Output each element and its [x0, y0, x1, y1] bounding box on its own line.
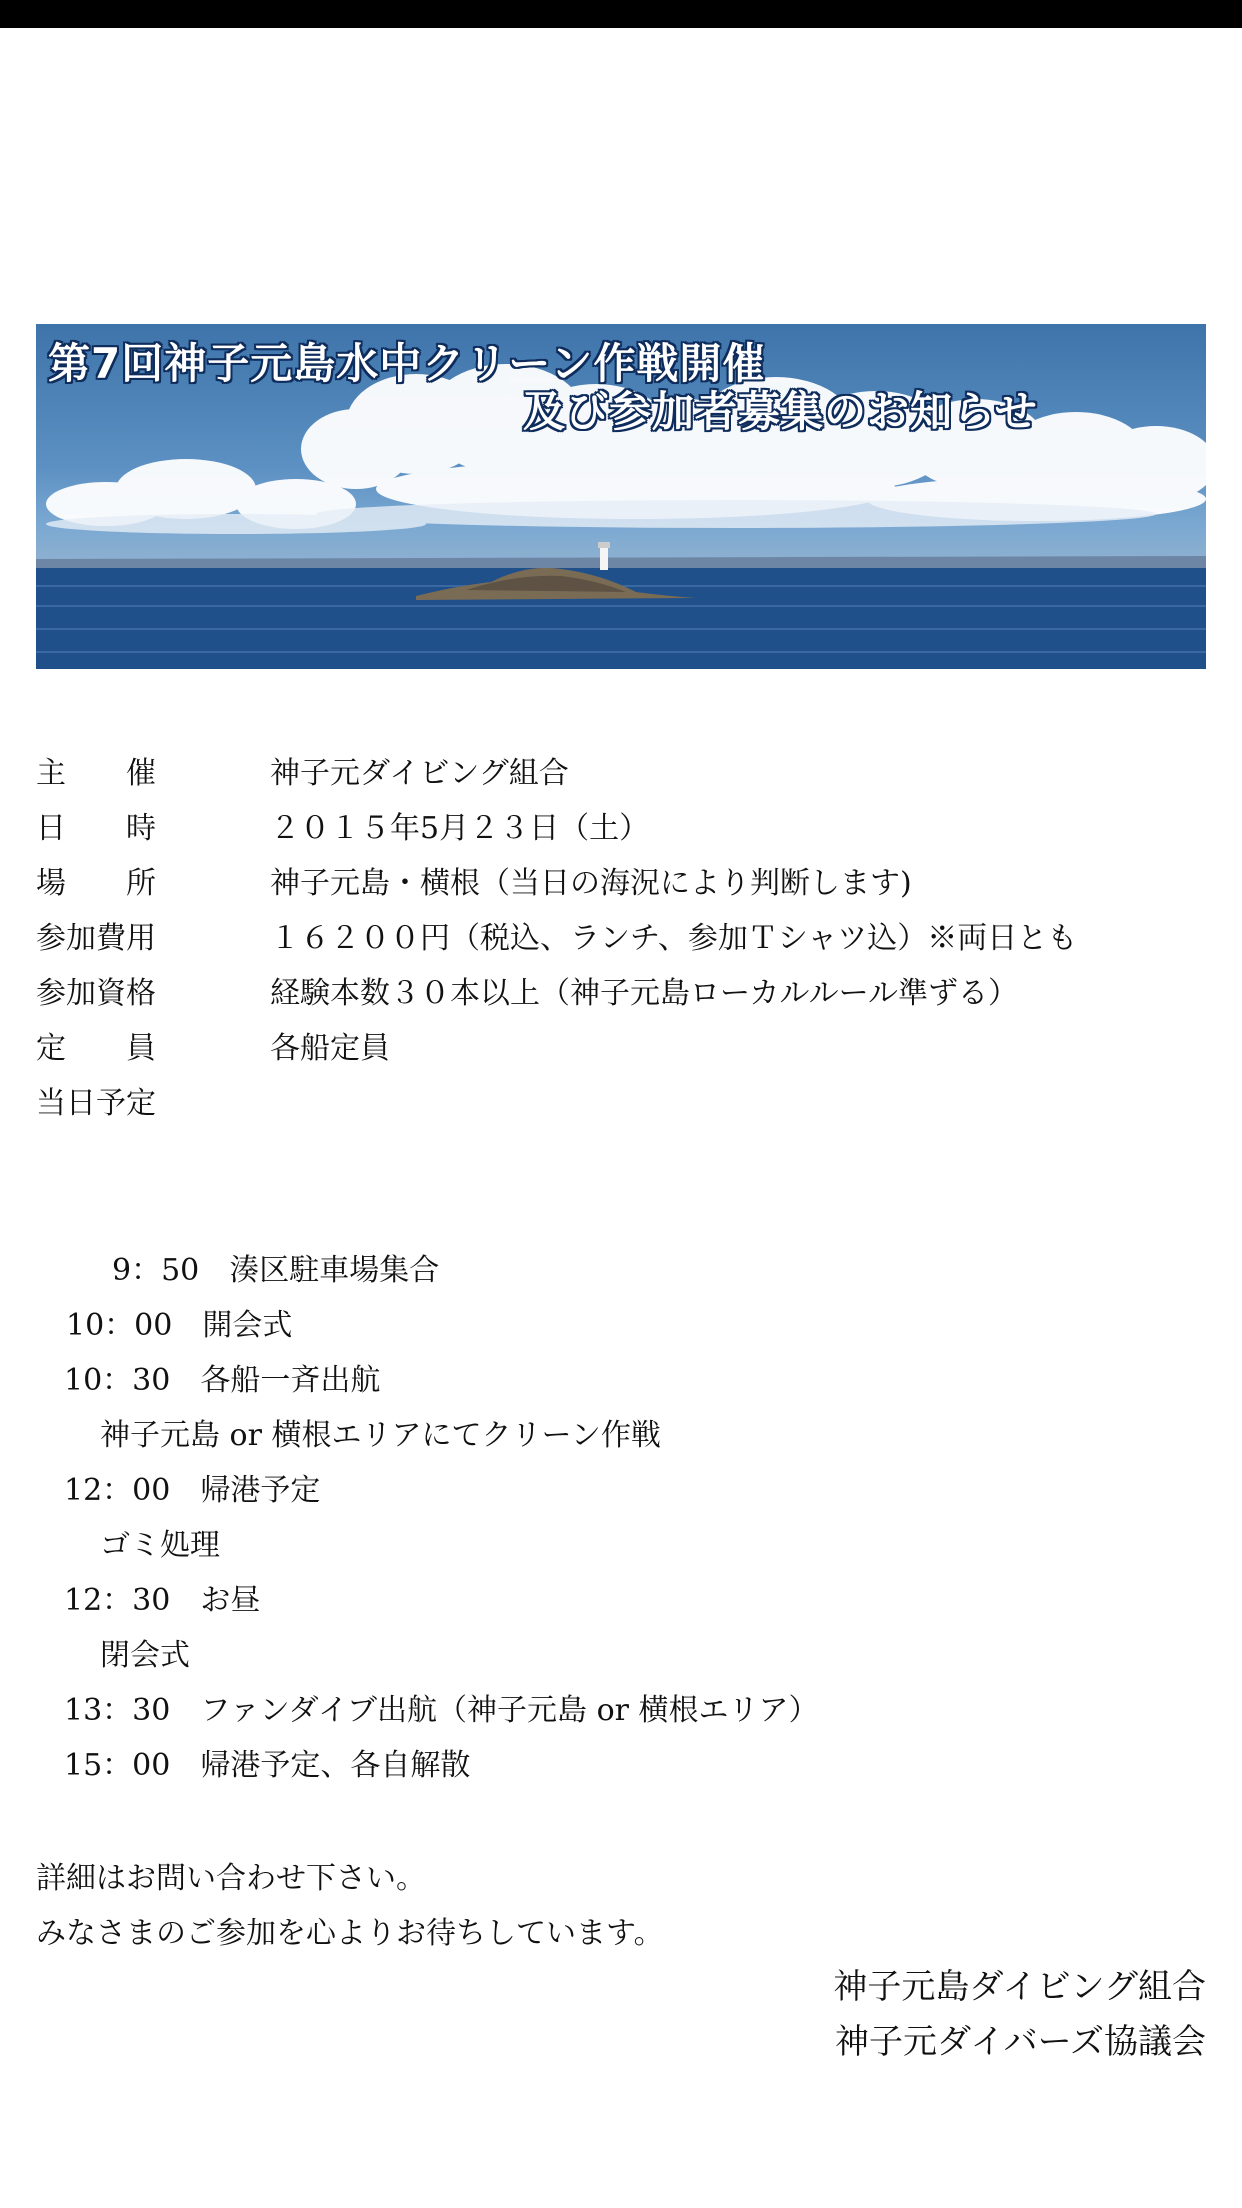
event-info-list — [36, 746, 1216, 1131]
schedule-list — [36, 1243, 1216, 1793]
info-label: 場 所 — [36, 866, 156, 901]
closing-notes — [36, 1851, 664, 1961]
info-value: 経験本数３０本以上（神子元島ローカルルール準ずる） — [270, 976, 1019, 1011]
schedule-item: 13：30 ファンダイブ出航（神子元島 or 横根エリア） — [64, 1693, 819, 1728]
info-label: 日 時 — [36, 811, 156, 846]
signature-line: 神子元ダイバーズ協議会 — [835, 2022, 1206, 2062]
info-value: 各船定員 — [270, 1031, 390, 1066]
info-value: 神子元ダイビング組合 — [270, 756, 569, 791]
info-label: 当日予定 — [36, 1086, 156, 1121]
info-row-qualification — [36, 966, 1216, 1021]
info-row-place — [36, 856, 1216, 911]
header-banner-image — [36, 324, 1206, 669]
schedule-item: 12：00 帰港予定 — [64, 1473, 321, 1508]
schedule-item: ゴミ処理 — [70, 1528, 220, 1563]
info-row-date — [36, 801, 1216, 856]
schedule-item: 10：00 開会式 — [66, 1308, 293, 1343]
info-value: 神子元島・横根（当日の海況により判断します) — [270, 866, 912, 901]
info-label: 主 催 — [36, 756, 156, 791]
info-value: １６２００円（税込、ランチ、参加Ｔシャツ込）※両日とも — [270, 921, 1078, 956]
banner-title-line1: 第7回神子元島水中クリーン作戦開催 — [48, 339, 766, 388]
schedule-item: 12：30 お昼 — [64, 1583, 261, 1618]
status-bar — [0, 0, 1242, 28]
signature-line: 神子元島ダイビング組合 — [833, 1967, 1206, 2007]
schedule-item: 15：00 帰港予定、各自解散 — [64, 1748, 471, 1783]
info-value: ２０１５年5月２３日（土） — [270, 811, 650, 846]
banner-title-line2: 及び参加者募集のお知らせ — [523, 387, 1038, 436]
info-row-organizer — [36, 746, 1216, 801]
info-row-fee — [36, 911, 1216, 966]
schedule-item: 10：30 各船一斉出航 — [64, 1363, 381, 1398]
schedule-item: 9：50 湊区駐車場集合 — [82, 1253, 440, 1288]
note-line: みなさまのご参加を心よりお待ちしています。 — [36, 1916, 664, 1951]
schedule-item: 閉会式 — [70, 1638, 190, 1673]
info-row-capacity — [36, 1021, 1216, 1076]
schedule-item: 神子元島 or 横根エリアにてクリーン作戦 — [70, 1418, 661, 1453]
signature-block — [833, 1960, 1206, 2070]
info-label: 参加費用 — [36, 921, 156, 956]
info-label: 定 員 — [36, 1031, 156, 1066]
info-row-schedule-heading — [36, 1076, 1216, 1131]
info-label: 参加資格 — [36, 976, 156, 1011]
note-line: 詳細はお問い合わせ下さい。 — [36, 1861, 426, 1896]
